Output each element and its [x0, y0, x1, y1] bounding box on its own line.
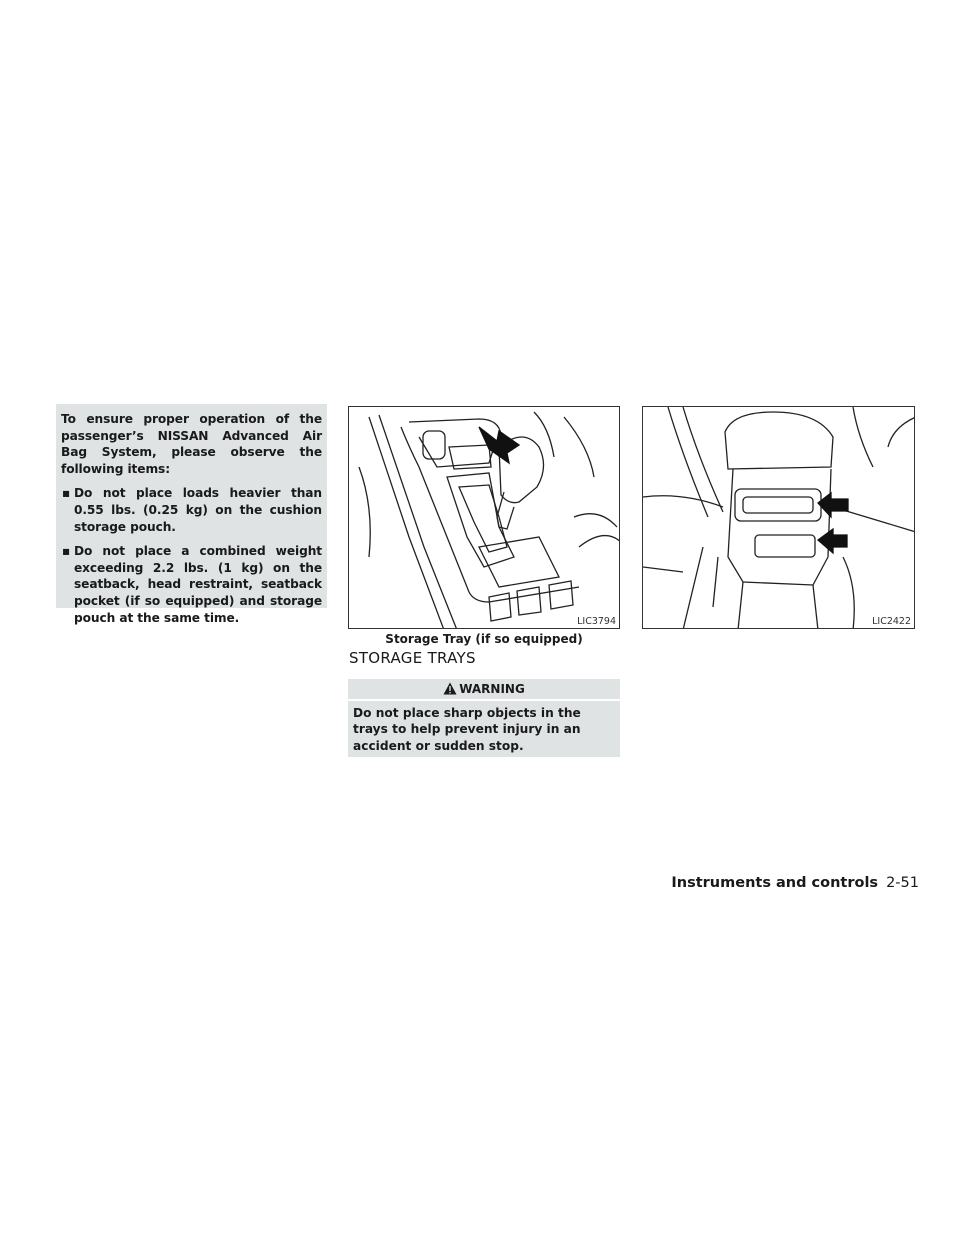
storage-tray-figure	[348, 406, 620, 629]
page-footer	[671, 875, 919, 891]
chapter-title: Instruments and controls	[671, 875, 879, 891]
warning-header	[348, 679, 620, 699]
note-list	[61, 485, 322, 626]
bullet-icon: ▪	[62, 486, 71, 501]
airbag-note-box	[56, 404, 327, 625]
note-item-text: Do not place a combined weight exceeding 2.2 lbs. (1 kg) on the seatback, head restraint, seatback pocket (if so equipped) and storage pouch at the same time.	[74, 544, 322, 625]
bullet-icon: ▪	[62, 544, 71, 559]
figure-caption: Storage Tray (if so equipped)	[385, 632, 583, 646]
figure-code: LIC2422	[872, 616, 911, 627]
note-item-text: Do not place loads heavier than 0.55 lbs. (0.25 kg) on the cushion storage pouch.	[74, 486, 322, 534]
section-title: STORAGE TRAYS	[349, 649, 476, 667]
note-intro: To ensure proper operation of the passenger’s NISSAN Advanced Air Bag System, please observe the following items:	[61, 412, 322, 476]
warning-triangle-icon	[443, 681, 457, 701]
figure-code: LIC3794	[577, 616, 616, 627]
page-number: 2-51	[886, 875, 919, 891]
rear-storage-illustration	[643, 407, 915, 629]
warning-label: WARNING	[459, 682, 525, 696]
warning-text: Do not place sharp objects in the trays to help prevent injury in an accident or sudden stop.	[348, 701, 620, 757]
note-item-1	[61, 485, 322, 535]
note-item-2	[61, 543, 322, 626]
rear-storage-figure	[642, 406, 915, 629]
storage-tray-illustration	[349, 407, 620, 629]
